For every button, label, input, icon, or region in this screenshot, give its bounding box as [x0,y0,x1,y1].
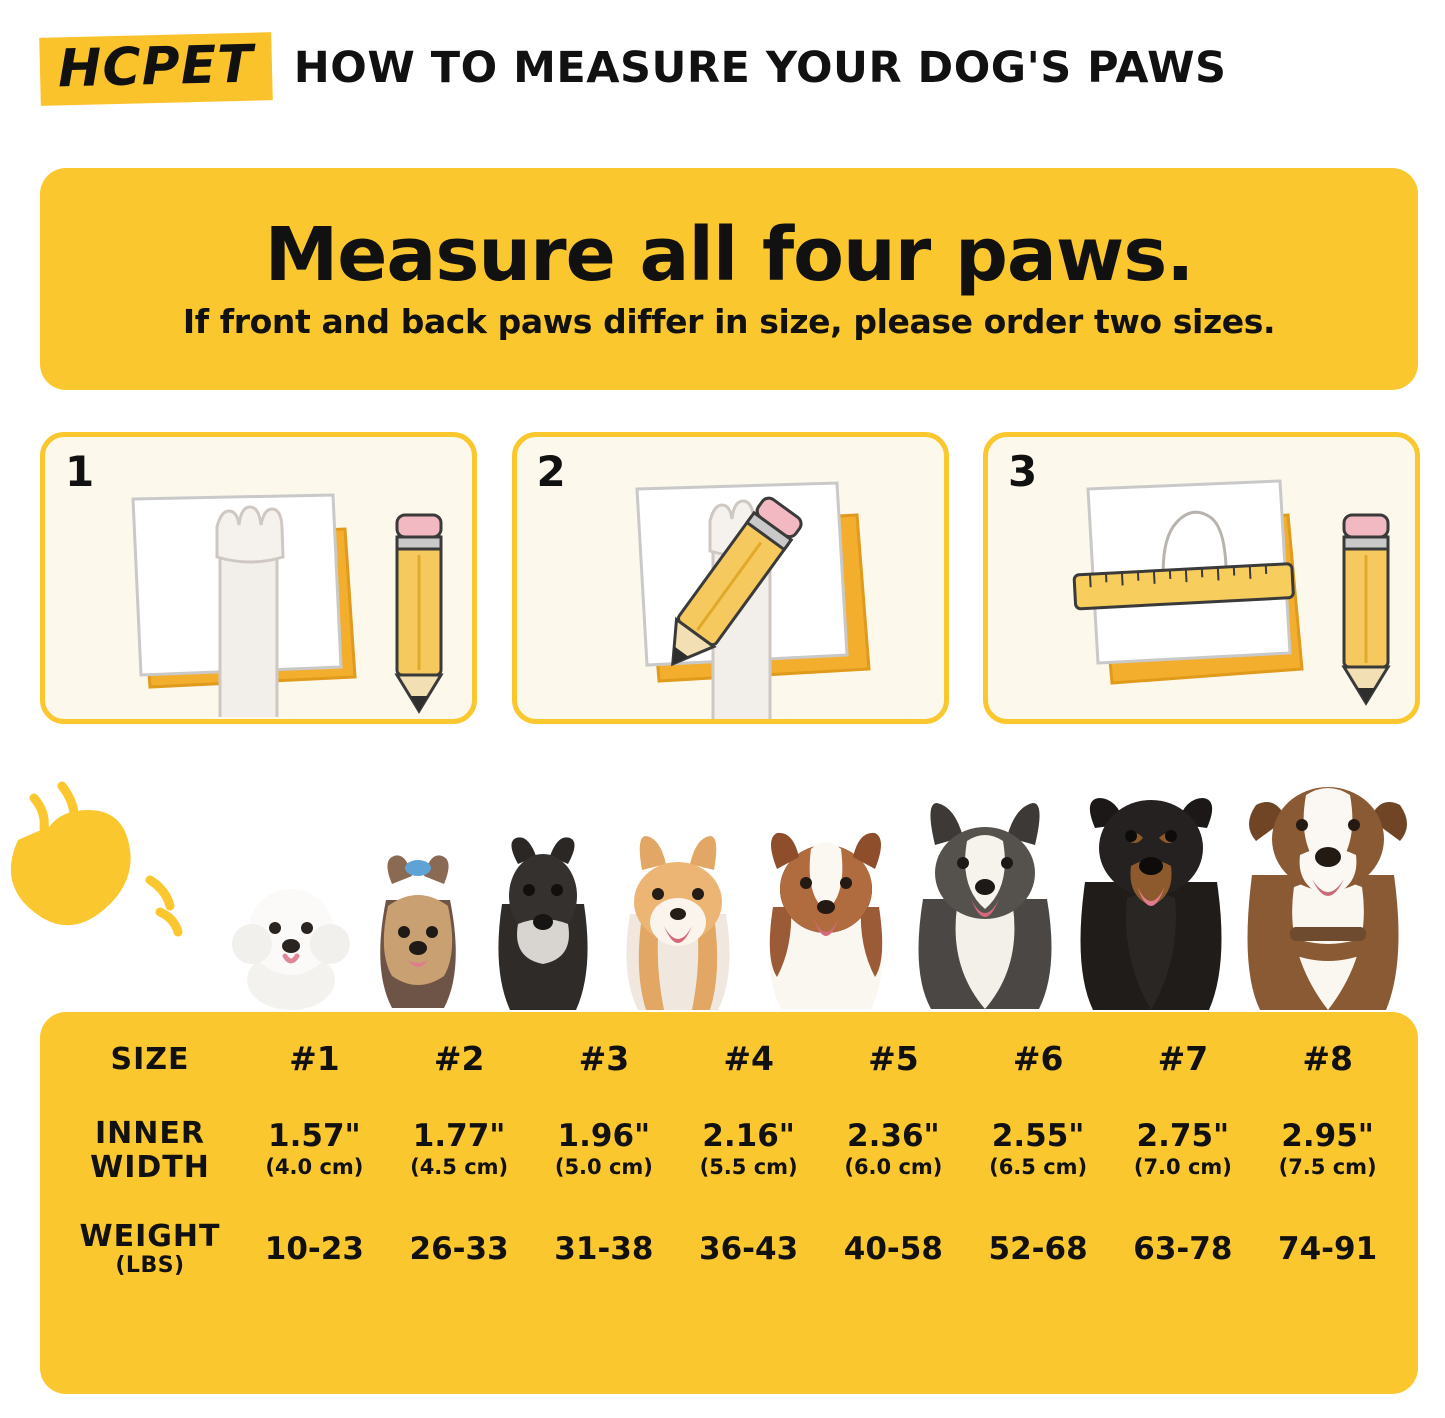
inner-width-inches: 2.75" [1136,1118,1230,1155]
row-label-inner-width-line1: INNER [95,1116,205,1151]
inner-width-inches: 2.16" [702,1118,795,1155]
ruler-measure-icon [988,437,1420,724]
weight-cell: 63-78 [1133,1231,1233,1268]
swoosh-decoration [0,770,220,960]
page-title: HOW TO MEASURE YOUR DOG'S PAWS [293,43,1227,93]
inner-width-cm: (5.5 cm) [699,1155,798,1180]
measure-banner [40,168,1418,390]
table-row-spacer [58,1185,1400,1219]
weight-cell: 74-91 [1278,1231,1378,1268]
dog-shiba-inu [608,830,748,1015]
row-label-weight-line1: WEIGHT [79,1219,221,1255]
inner-width-inches: 1.96" [557,1118,651,1155]
weight-cell: 10-23 [264,1231,364,1268]
inner-width-cm: (6.0 cm) [844,1155,943,1180]
dog-alaskan-malamute [905,795,1065,1015]
table-row-spacer [58,1082,1400,1116]
step-card-1 [40,432,477,724]
dog-breeds-strip [228,760,1418,1015]
size-chart-card [40,1012,1418,1394]
size-header-cell: #2 [433,1039,485,1078]
inner-width-cell [821,1116,966,1185]
size-header-cell: #5 [868,1039,919,1078]
inner-width-cm: (4.5 cm) [410,1155,509,1180]
page-header [40,18,1420,118]
inner-width-cm: (7.5 cm) [1278,1155,1377,1180]
size-header-cell: #7 [1157,1039,1209,1078]
weight-cell: 40-58 [843,1231,943,1268]
row-label-inner-width-line2: WIDTH [90,1149,210,1185]
size-chart-table [58,1038,1400,1279]
row-label-inner-width [58,1116,242,1185]
inner-width-cm: (4.0 cm) [265,1155,364,1180]
step-card-2 [512,432,949,724]
step-card-3 [983,432,1420,724]
row-label-weight-unit: (LBS) [115,1252,185,1278]
row-label-weight [58,1219,242,1279]
weight-cell: 31-38 [554,1231,654,1268]
weight-cell: 52-68 [988,1231,1088,1268]
size-header-cell: #3 [578,1039,630,1078]
brand-name: HCPET [57,34,255,100]
step-number: 1 [65,447,95,496]
inner-width-cm: (5.0 cm) [554,1155,653,1180]
paw-on-paper-icon [45,437,477,724]
dog-yorkshire-terrier [358,840,478,1015]
banner-subtitle: If front and back paws differ in size, please order two sizes. [182,302,1276,342]
steps-row [40,432,1420,724]
inner-width-cell [966,1116,1111,1185]
step-number: 3 [1008,447,1038,496]
table-row-inner-width [58,1116,1400,1185]
inner-width-cell [387,1116,532,1185]
inner-width-inches: 2.95" [1281,1118,1374,1155]
table-row-weight [58,1219,1400,1279]
weight-cell: 36-43 [699,1231,799,1268]
inner-width-cm: (6.5 cm) [989,1155,1088,1180]
size-header-cell: #8 [1302,1039,1353,1078]
dog-schnauzer [482,830,604,1015]
row-label-size: SIZE [110,1042,190,1078]
size-header-cell: #6 [1012,1039,1064,1078]
dog-rottweiler [1069,770,1234,1015]
dog-bichon-frise [228,860,354,1015]
inner-width-inches: 2.36" [847,1118,940,1155]
inner-width-inches: 1.57" [268,1118,361,1155]
step-number: 2 [536,447,566,496]
table-row-size [58,1038,1400,1082]
inner-width-inches: 2.55" [991,1118,1085,1155]
inner-width-cell [242,1116,387,1185]
size-header-cell: #1 [289,1039,340,1078]
inner-width-cell [676,1116,821,1185]
weight-cell: 26-33 [409,1231,509,1268]
size-header-cell: #4 [723,1039,774,1078]
inner-width-cm: (7.0 cm) [1133,1155,1232,1180]
dog-australian-shepherd [751,815,901,1015]
dog-size-row [0,760,1445,1020]
brand-logo [39,32,272,106]
inner-width-cell [1111,1116,1256,1185]
inner-width-cell [1255,1116,1400,1185]
dog-saint-bernard [1238,755,1418,1015]
inner-width-cell [532,1116,677,1185]
tracing-pencil-icon [517,437,949,724]
banner-title: Measure all four paws. [264,211,1194,298]
inner-width-inches: 1.77" [412,1118,506,1155]
